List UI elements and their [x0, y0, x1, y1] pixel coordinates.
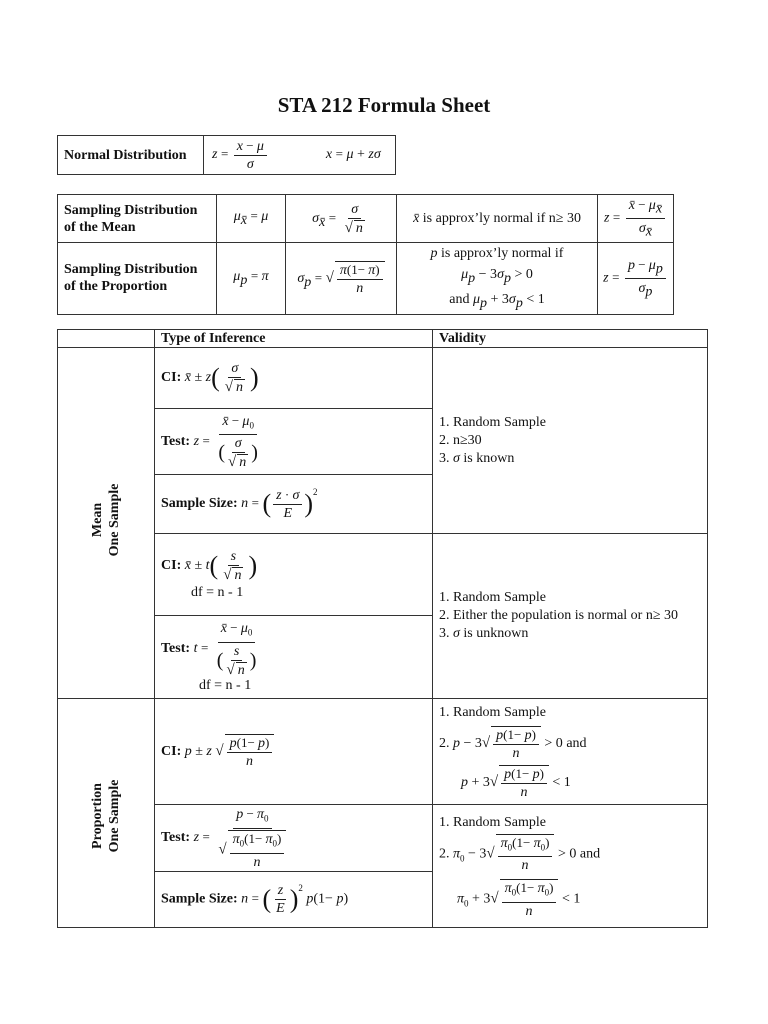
- header-type-of-inference: Type of Inference: [155, 330, 433, 348]
- proportion-test-cell: Test: z = $p - \pi_0$ √ $\frac{\pi_0(1- \pi_0)}{n}$: [155, 805, 433, 871]
- mean-t-test-df: df = n - 1: [199, 677, 252, 693]
- inference-table: [57, 329, 708, 928]
- proportion-normality-text: is approx’ly normal if: [441, 246, 564, 261]
- proportion-test-validity-and: and: [579, 846, 601, 862]
- mean-t-validity-1: 1. Random Sample: [439, 589, 546, 605]
- sampling-mean-label: [58, 195, 217, 243]
- mean-t-ci-cell: CI: x̄ ± t( $\frac{s}{√ n}$ ) df = n - 1: [155, 533, 433, 615]
- z-for-sample-mean: z = $\frac{x̄ - \mu_{x̄}}{\sigma_{x̄}}$: [598, 195, 674, 243]
- sampling-proportion-label-line2: of the Proportion: [64, 279, 168, 295]
- mean-z-validity: 1. Random Sample 2. n≥30 3. σ is known: [433, 348, 708, 534]
- normal-distribution-formulas: z = $\frac{x - \mu}{\sigma}$ x = μ + zσ: [204, 136, 396, 175]
- proportion-group-cell: [58, 698, 155, 927]
- mean-t-ci-label: CI: [161, 557, 177, 573]
- proportion-ci-validity-and: and: [566, 735, 587, 751]
- normal-distribution-label: Normal Distribution: [58, 136, 204, 175]
- proportion-sample-size-cell: Sample Size: n = ( $\frac{z}{E}$ )$^2$ p(1− p): [155, 871, 433, 927]
- proportion-and-text: and: [449, 291, 470, 307]
- header-validity: Validity: [433, 330, 708, 348]
- proportion-group-label-line1: Proportion: [90, 782, 105, 849]
- mean-t-validity: 1. Random Sample 2. Either the population is normal or n≥ 30 3. σ is unknown: [433, 533, 708, 698]
- mean-group-cell: [58, 348, 155, 699]
- proportion-test-validity: 1. Random Sample 2. $\pi_0 - 3√$ $\frac{\pi_0(1- \pi_0)}{n}$ > 0 and $\pi_0 + 3√$ $\frac{\pi_0(1- \pi_0)}{n}$ < 1: [433, 805, 708, 928]
- proportion-sample-size-label: Sample Size: [161, 891, 233, 907]
- sampling-distribution-table: [57, 194, 674, 315]
- page-title: STA 212 Formula Sheet: [277, 93, 491, 117]
- z-for-sample-proportion: z = $\frac{p - \mu_p}{\sigma_p}$: [598, 243, 674, 315]
- normal-distribution-table: [57, 135, 396, 175]
- proportion-group-label-line2: One Sample: [107, 779, 122, 853]
- proportion-ci-cell: CI: p ± z √ $\frac{p(1- p)}{n}$: [155, 698, 433, 805]
- mean-group-label-line2: One Sample: [107, 483, 122, 557]
- sampling-mean-label-line1: Sampling Distribution: [64, 202, 198, 218]
- mean-group-label-line1: Mean: [90, 502, 105, 538]
- mean-t-test-label: Test: [161, 641, 186, 657]
- sampling-proportion-label: [58, 243, 217, 315]
- mean-z-test-label: Test: [161, 433, 186, 449]
- sampling-mean-label-line2: of the Mean: [64, 219, 136, 235]
- proportion-ci-validity-1: 1. Random Sample: [439, 704, 546, 720]
- mean-z-validity-2: 2. n≥30: [439, 432, 482, 448]
- mean-t-validity-2: 2. Either the population is normal or n≥ 30: [439, 607, 679, 623]
- mean-z-validity-1: 1. Random Sample: [439, 414, 546, 430]
- proportion-test-validity-1: 1. Random Sample: [439, 814, 546, 830]
- mean-sample-size-cell: Sample Size: n = ( $\frac{z \cdot \sigma}{E}$ )$^2$: [155, 474, 433, 533]
- proportion-ci-validity: 1. Random Sample 2. p − 3√ $\frac{p(1- p)}{n}$ > 0 and p + 3√ $\frac{p(1- p)}{n}$ < 1: [433, 698, 708, 805]
- proportion-test-label: Test: [161, 830, 186, 846]
- mean-t-ci-df: df = n - 1: [191, 584, 244, 600]
- mean-z-validity-3-number: 3.: [439, 450, 450, 466]
- sd-of-sample-mean: $\sigma_{x̄}$ = $\frac{\sigma}{√ n}$: [286, 195, 397, 243]
- proportion-ci-label: CI: [161, 744, 177, 760]
- mean-z-ci-label: CI: [161, 370, 177, 386]
- mean-z-validity-3: is known: [463, 450, 515, 466]
- mean-sample-size-label: Sample Size: [161, 496, 233, 512]
- mean-of-sample-mean: $\mu_{x̄} = \mu$: [217, 195, 286, 243]
- sampling-proportion-label-line1: Sampling Distribution: [64, 262, 198, 278]
- mean-z-ci-cell: CI: x̄ ± z( $\frac{\sigma}{√ n}$ ): [155, 348, 433, 409]
- mean-of-sample-proportion: $\mu_p = \pi$: [217, 243, 286, 315]
- header-empty: [58, 330, 155, 348]
- mean-group-label: [89, 432, 123, 608]
- sample-mean-normality-condition: x̄ is approx’ly normal if n≥ 30: [397, 195, 598, 243]
- mean-normality-text: is approx’ly normal if n≥ 30: [422, 210, 581, 226]
- mean-z-test-cell: Test: z = x̄ − $\mu_0$ ( $\frac{\sigma}{√ n}$ ): [155, 409, 433, 474]
- mean-t-validity-3-number: 3.: [439, 625, 450, 641]
- mean-t-validity-3: is unknown: [463, 625, 529, 641]
- proportion-group-label: [89, 728, 123, 904]
- sd-of-sample-proportion: $\sigma_p$ = √ $\frac{\pi(1- \pi)}{n}$: [286, 243, 397, 315]
- sample-proportion-normality-condition: p is approx’ly normal if $\mu_p - 3\sigma_p > 0$ and $\mu_p + 3\sigma_p < 1$: [397, 243, 598, 315]
- mean-t-test-cell: Test: t = x̄ − $\mu_0$ ( $\frac{s}{√ n}$ ) df = n - 1: [155, 616, 433, 698]
